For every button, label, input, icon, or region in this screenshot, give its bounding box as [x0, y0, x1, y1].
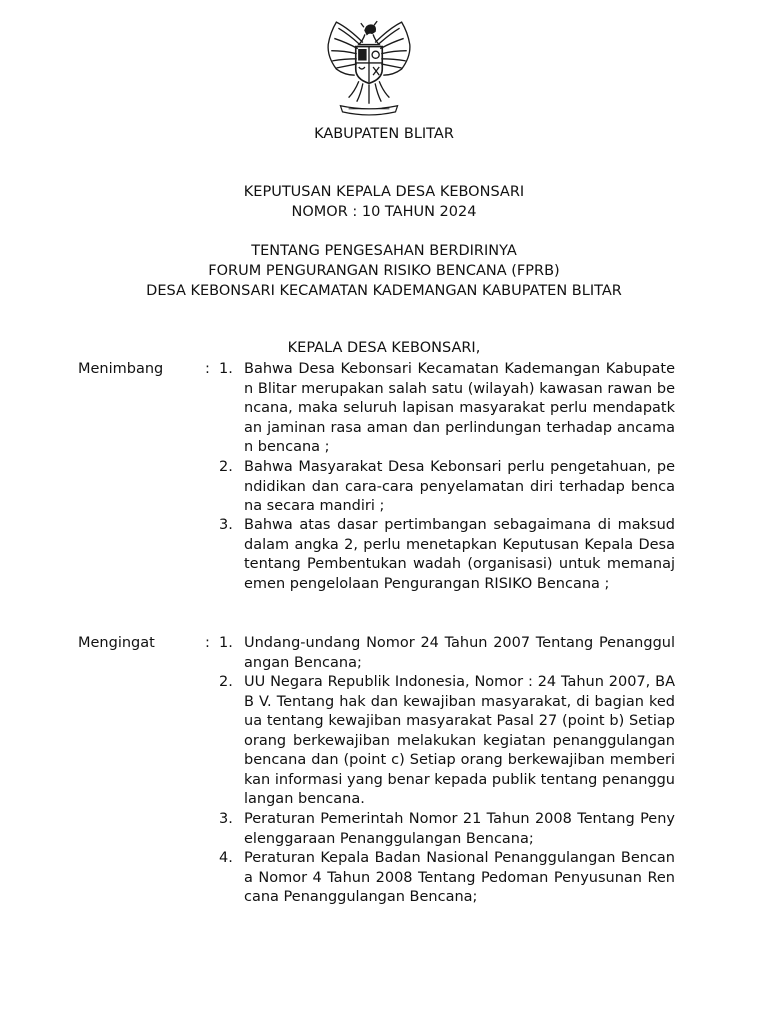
item-text: UU Negara Republik Indonesia, Nomor : 24 Tahun 2007, BAB V. Tentang hak dan kewajiban masyarakat, di bagian kedua tentang kewajiban masyarakat Pasal 27 (point b) Setiap orang berkewajiban melakukan kegiatan penanggulangan bencana dan (point c) Setiap orang berkewajiban memberikan informasi yang benar kepada publik tentang penanggulangan bencana. — [244, 674, 675, 807]
garuda-emblem-icon — [318, 18, 420, 116]
mengingat-colon: : — [205, 635, 210, 651]
item-number: 3. — [219, 517, 233, 533]
mengingat-item — [219, 673, 675, 810]
decree-number: NOMOR : 10 TAHUN 2024 — [291, 204, 477, 220]
mengingat-item — [219, 634, 675, 673]
official-title: KEPALA DESA KEBONSARI, — [287, 340, 481, 356]
menimbang-item — [219, 360, 675, 458]
region-heading: KABUPATEN BLITAR — [314, 126, 454, 142]
mengingat-item — [219, 810, 675, 849]
menimbang-item — [219, 458, 675, 517]
subject-line-3: DESA KEBONSARI KECAMATAN KADEMANGAN KABUPATEN BLITAR — [146, 283, 622, 299]
decree-title: KEPUTUSAN KEPALA DESA KEBONSARI — [243, 184, 525, 200]
item-number: 2. — [219, 674, 233, 690]
item-text: Peraturan Pemerintah Nomor 21 Tahun 2008 Tentang Penyelenggaraan Penanggulangan Bencana; — [244, 811, 675, 847]
item-text: Bahwa Masyarakat Desa Kebonsari perlu pengetahuan, pendidikan dan cara-cara penyelamatan diri terhadap bencana secara mandiri ; — [244, 459, 675, 514]
menimbang-colon: : — [205, 361, 210, 377]
mengingat-label: Mengingat — [78, 635, 155, 651]
item-number: 4. — [219, 850, 233, 866]
subject-line-2: FORUM PENGURANGAN RISIKO BENCANA (FPRB) — [208, 263, 560, 279]
item-number: 3. — [219, 811, 233, 827]
menimbang-item — [219, 516, 675, 594]
item-text: Bahwa Desa Kebonsari Kecamatan Kademangan Kabupaten Blitar merupakan salah satu (wilayah) kawasan rawan bencana, maka seluruh lapisan masyarakat perlu mendapatkan jaminan rasa aman dan perlindungan terhadap ancaman bencana ; — [244, 361, 675, 455]
item-number: 2. — [219, 459, 233, 475]
subject-line-1: TENTANG PENGESAHAN BERDIRINYA — [251, 243, 517, 259]
item-number: 1. — [219, 361, 233, 377]
mengingat-item — [219, 849, 675, 908]
item-text: Undang-undang Nomor 24 Tahun 2007 Tentang Penanggulangan Bencana; — [244, 635, 675, 671]
item-text: Peraturan Kepala Badan Nasional Penanggulangan Bencana Nomor 4 Tahun 2008 Tentang Pedoman Penyusunan Rencana Penanggulangan Bencana; — [244, 850, 675, 905]
menimbang-label: Menimbang — [78, 361, 164, 377]
item-text: Bahwa atas dasar pertimbangan sebagaimana di maksud dalam angka 2, perlu menetapkan Keputusan Kepala Desa tentang Pembentukan wadah (organisasi) untuk memanajemen pengelolaan Pengurangan RISIKO Bencana ; — [244, 517, 675, 592]
item-number: 1. — [219, 635, 233, 651]
